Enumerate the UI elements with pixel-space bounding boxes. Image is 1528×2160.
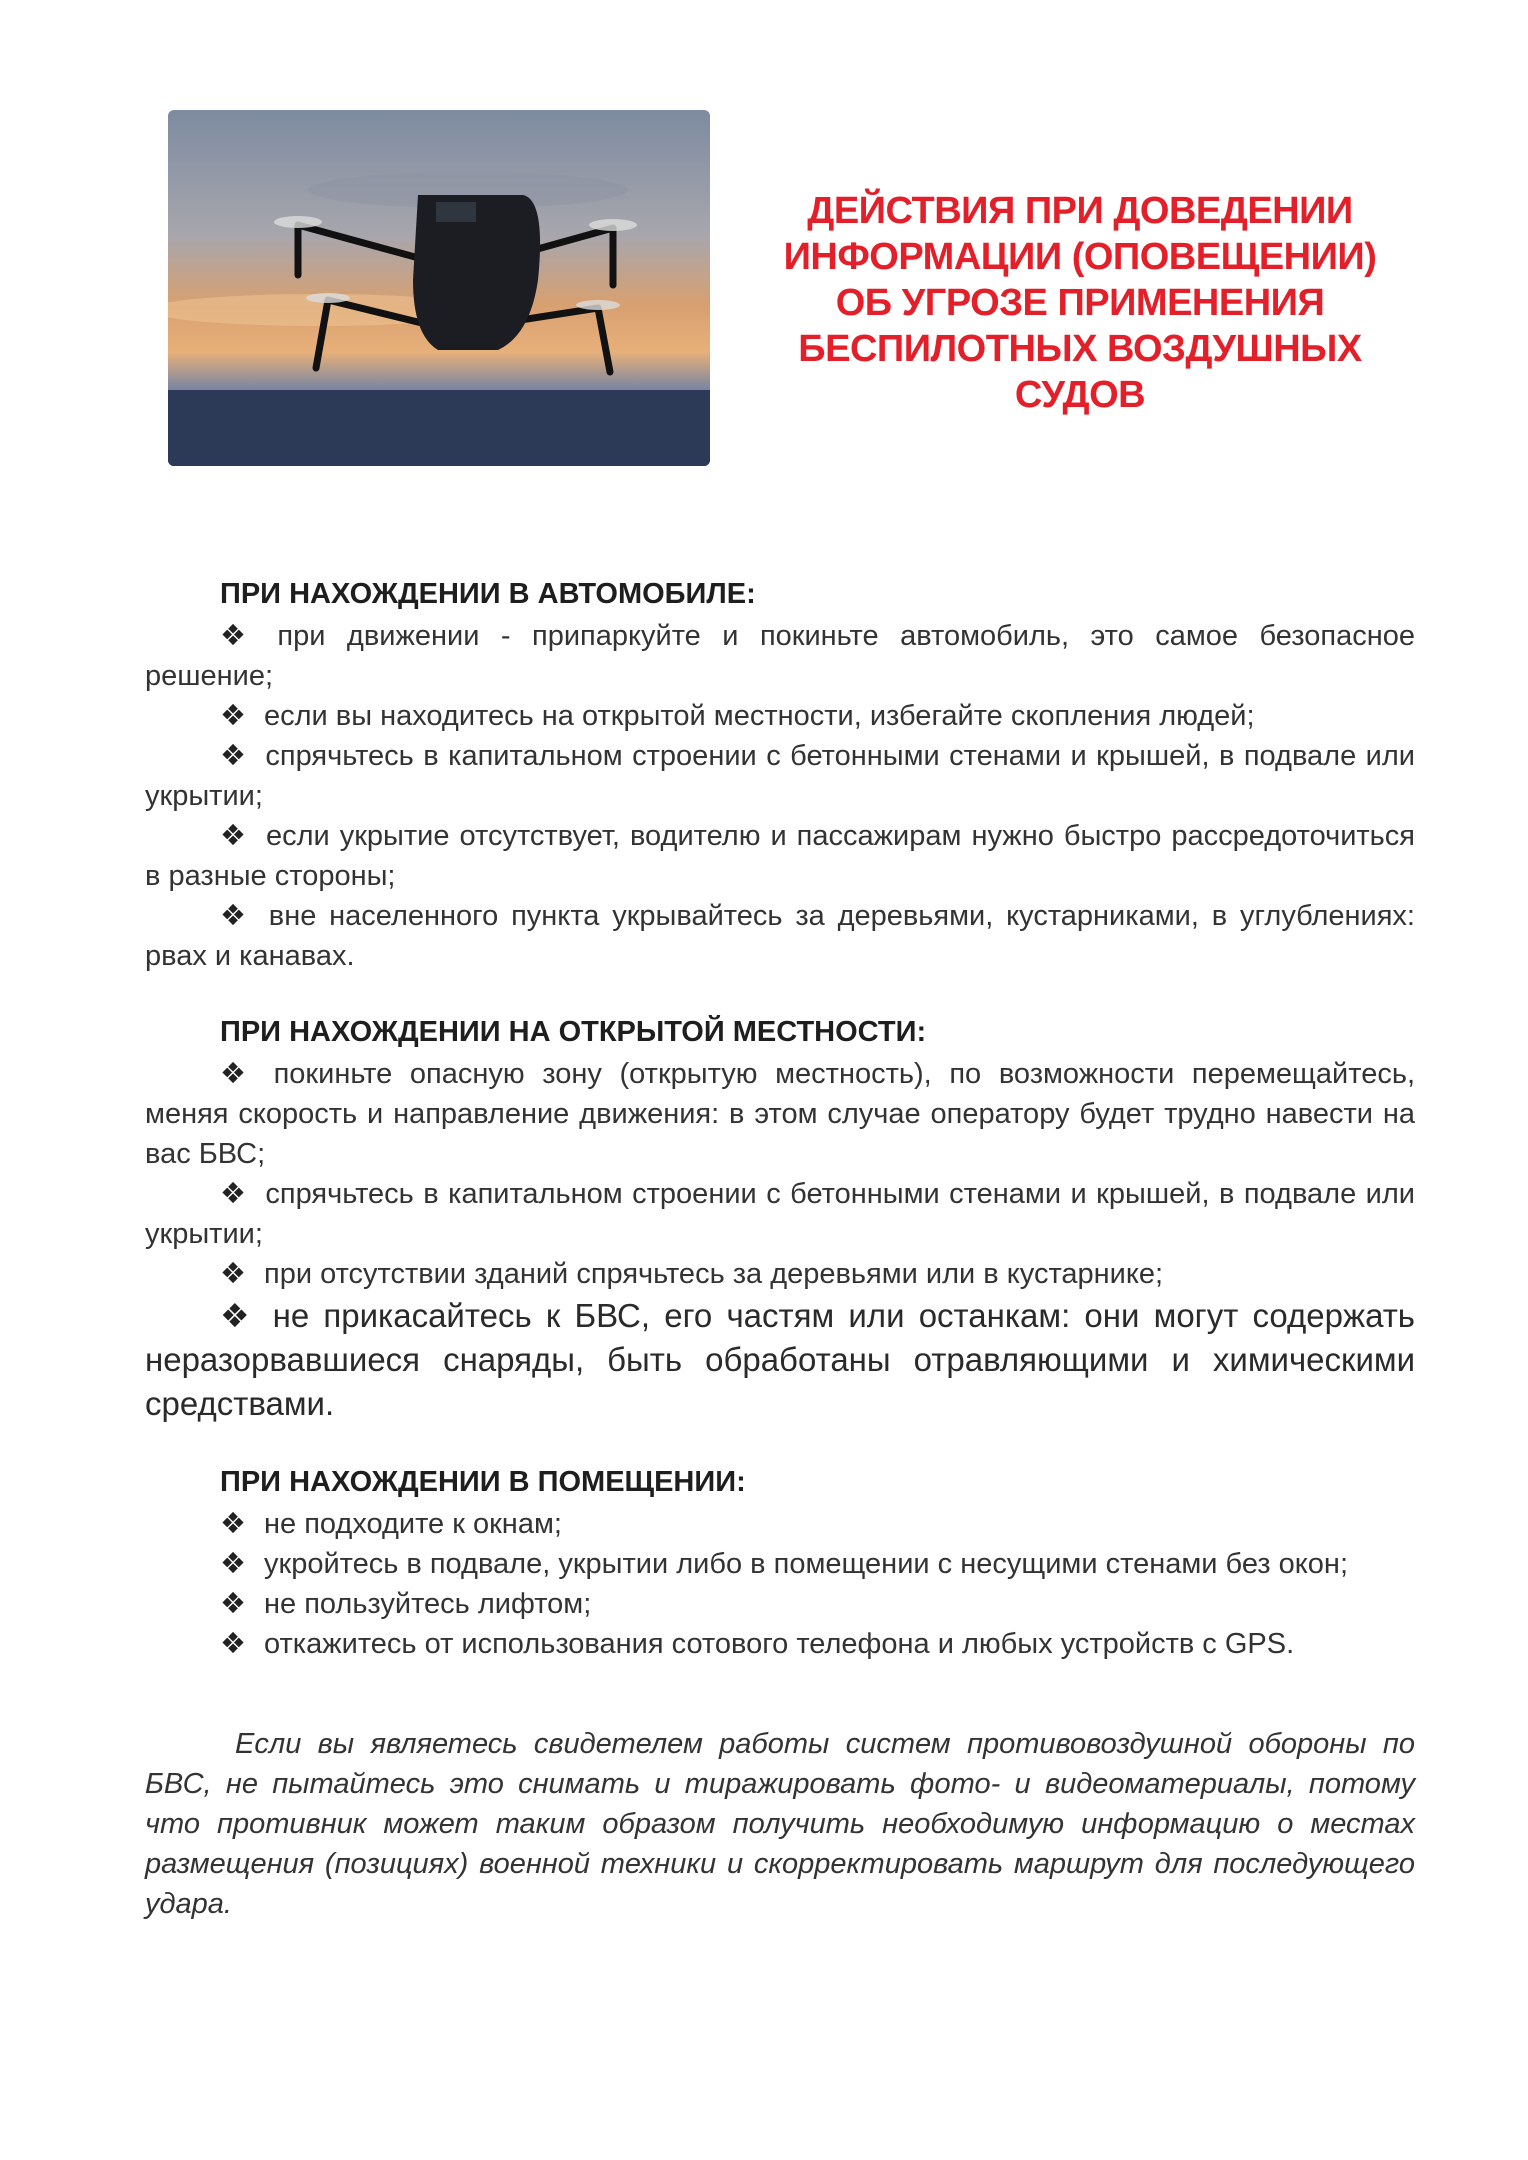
list-item: ❖ не пользуйтесь лифтом;	[220, 1588, 592, 1620]
list-item: ❖ вне населенного пункта укрывайтесь за деревьями, кустарниками, в углублениях: рвах и канавах.	[145, 900, 1415, 972]
diamond-bullet-icon: ❖	[220, 900, 251, 932]
section-open-area	[145, 1012, 1415, 1426]
diamond-bullet-icon: ❖	[220, 620, 260, 652]
diamond-bullet-icon: ❖	[220, 1588, 246, 1620]
diamond-bullet-icon: ❖	[220, 820, 248, 852]
list-item: ❖ если укрытие отсутствует, водителю и пассажирам нужно быстро рассредоточиться в разные стороны;	[145, 820, 1415, 892]
drone-icon	[168, 110, 710, 466]
diamond-bullet-icon: ❖	[220, 1178, 248, 1210]
section-car	[145, 574, 1415, 976]
diamond-bullet-icon: ❖	[220, 1297, 255, 1334]
list-item: ❖ не прикасайтесь к БВС, его частям или останкам: они могут содержать неразорвавшиеся снаряды, быть обработаны отравляющими и химическими средствами.	[145, 1297, 1416, 1422]
list-item: ❖ если вы находитесь на открытой местности, избегайте скопления людей;	[220, 700, 1255, 732]
diamond-bullet-icon: ❖	[220, 1508, 246, 1540]
list-item: ❖ укройтесь в подвале, укрытии либо в помещении с несущими стенами без окон;	[220, 1548, 1349, 1580]
diamond-bullet-icon: ❖	[220, 740, 248, 772]
list-item: ❖ спрячьтесь в капитальном строении с бетонными стенами и крышей, в подвале или укрытии;	[145, 740, 1416, 812]
section-heading: ПРИ НАХОЖДЕНИИ В ПОМЕЩЕНИИ:	[220, 1466, 746, 1498]
document-body	[145, 574, 1415, 1924]
diamond-bullet-icon: ❖	[220, 1058, 256, 1090]
title-line: ДЕЙСТВИЯ ПРИ ДОВЕДЕНИИ	[807, 190, 1353, 232]
warning-note: Если вы являетесь свидетелем работы систем противовоздушной обороны по БВС, не пытайтесь это снимать и тиражировать фото- и видеоматериалы, потому что противник может таким образом получить необходимую информацию о местах размещения (позициях) военной техники и скорректировать маршрут для последующего удара.	[145, 1728, 1415, 1920]
drone-photo	[168, 110, 710, 466]
list-item: ❖ не подходите к окнам;	[220, 1508, 562, 1540]
document-title	[740, 188, 1420, 418]
title-line: СУДОВ	[1014, 374, 1146, 416]
list-item: ❖ откажитесь от использования сотового телефона и любых устройств с GPS.	[220, 1628, 1295, 1660]
title-line: ИНФОРМАЦИИ (ОПОВЕЩЕНИИ)	[783, 236, 1377, 278]
list-item: ❖ при движении - припаркуйте и покиньте автомобиль, это самое безопасное решение;	[145, 620, 1416, 692]
diamond-bullet-icon: ❖	[220, 1628, 246, 1660]
title-line: БЕСПИЛОТНЫХ ВОЗДУШНЫХ	[798, 328, 1362, 370]
list-item: ❖ при отсутствии зданий спрячьтесь за деревьями или в кустарнике;	[220, 1258, 1164, 1290]
section-heading: ПРИ НАХОЖДЕНИИ В АВТОМОБИЛЕ:	[220, 578, 756, 610]
list-item: ❖ покиньте опасную зону (открытую местность), по возможности перемещайтесь, меняя скорость и направление движения: в этом случае оператору будет трудно навести на вас БВС;	[145, 1058, 1415, 1170]
title-line: ОБ УГРОЗЕ ПРИМЕНЕНИЯ	[835, 282, 1325, 324]
diamond-bullet-icon: ❖	[220, 1548, 246, 1580]
list-item: ❖ спрячьтесь в капитальном строении с бетонными стенами и крышей, в подвале или укрытии;	[145, 1178, 1416, 1250]
diamond-bullet-icon: ❖	[220, 1258, 246, 1290]
diamond-bullet-icon: ❖	[220, 700, 246, 732]
section-heading: ПРИ НАХОЖДЕНИИ НА ОТКРЫТОЙ МЕСТНОСТИ:	[220, 1016, 927, 1048]
section-indoors	[145, 1462, 1415, 1664]
